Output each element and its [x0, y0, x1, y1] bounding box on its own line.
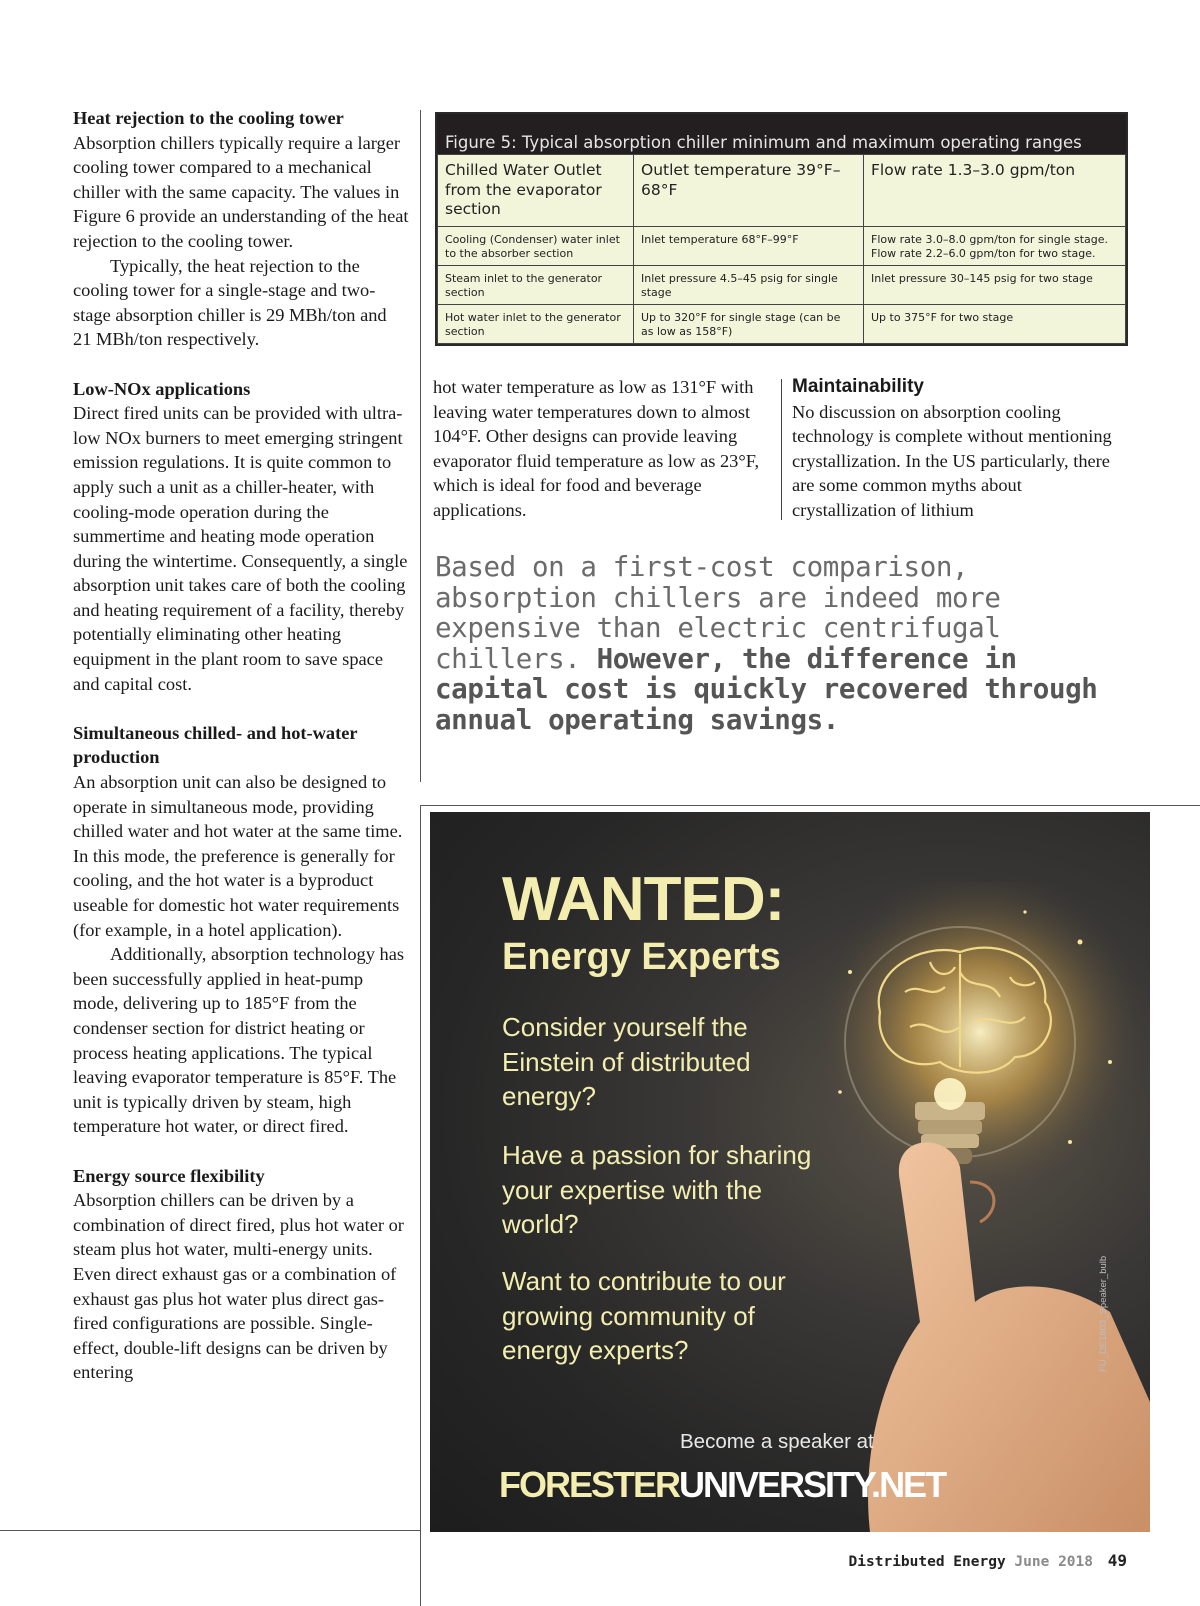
ad-url-part2: UNIVERSITY.NET [679, 1464, 946, 1505]
table-cell: Inlet temperature 68°F–99°F [634, 226, 864, 265]
table-cell: Up to 320°F for single stage (can be as low as 158°F) [634, 304, 864, 343]
paragraph: No discussion on absorption cooling technology is complete without mentioning crystallization. In the US particularly, there are some common myths about crystallization of lithium [792, 401, 1112, 520]
middle-column [433, 375, 761, 523]
ad-url-part1: FORESTER [499, 1464, 680, 1505]
ad-url-link[interactable] [499, 1464, 945, 1506]
table-cell: Outlet temperature 39°F–68°F [634, 155, 864, 227]
heading-maintainability: Maintainability [792, 376, 924, 397]
table-cell: Steam inlet to the generator section [438, 265, 634, 304]
issue-date: June 2018 [1014, 1554, 1093, 1570]
paragraph: An absorption unit can also be designed to operate in simultaneous mode, providing chilled water and hot water at the same time. In this mode, the preference is generally for cooling, and the hot water is a byproduct useable for domestic hot water requirements (for example, in a hotel application). [73, 772, 403, 940]
ad-top-rule [420, 805, 1200, 806]
table-cell: Inlet pressure 4.5–45 psig for single stage [634, 265, 864, 304]
ad-question: Have a passion for sharing your expertise with the world? [502, 1140, 812, 1239]
table-cell: Flow rate 3.0–8.0 gpm/ton for single stage. Flow rate 2.2–6.0 gpm/ton for two stage. [864, 226, 1126, 265]
column-divider [420, 806, 421, 1606]
figure-5-table [435, 112, 1128, 346]
paragraph: Direct fired units can be provided with ultra-low NOx burners to meet emerging stringent emission regulations. It is quite common to apply such a unit as a chiller-heater, with cooling-mode operation during the summertime and heating mode operation during the wintertime. Consequently, a single absorption unit takes care of both the cooling and heating requirement of a facility, thereby potentially eliminating other heating equipment in the plant room to save space and capital cost. [73, 403, 408, 694]
ad-question: Consider yourself the Einstein of distributed energy? [502, 1012, 751, 1111]
heading-simultaneous: Simultaneous chilled- and hot-water production [73, 722, 358, 768]
ad-code: FU_DE1803_Speaker_bulb [1098, 1255, 1109, 1372]
operating-ranges-table [437, 154, 1126, 344]
paragraph: Typically, the heat rejection to the cooling tower for a single-stage and two-stage absorption chiller is 29 MBh/ton and 21 MBh/ton respectively. [73, 255, 387, 350]
table-cell: Flow rate 1.3–3.0 gpm/ton [864, 155, 1126, 227]
ad-headline: WANTED: [502, 865, 785, 934]
pull-quote-normal: Based on a first-cost comparison, absorption chillers are indeed more expensive than electric centrifugal chillers. [435, 551, 1001, 675]
ad-question: Want to contribute to our growing community of energy experts? [502, 1266, 786, 1365]
publication-name: Distributed Energy [848, 1554, 1006, 1570]
table-cell: Hot water inlet to the generator section [438, 304, 634, 343]
figure-title: Figure 5: Typical absorption chiller minimum and maximum operating ranges [437, 114, 1126, 154]
right-column [792, 375, 1122, 523]
bottom-rule [0, 1530, 421, 1531]
paragraph: Absorption chillers typically require a larger cooling tower compared to a mechanical chiller with the same capacity. The values in Figure 6 provide an understanding of the heat rejection to the cooling tower. [73, 132, 409, 251]
heading-low-nox: Low-NOx applications [73, 378, 251, 399]
heading-energy-source: Energy source flexibility [73, 1165, 265, 1186]
forester-university-ad[interactable] [430, 812, 1150, 1532]
heading-heat-rejection: Heat rejection to the cooling tower [73, 108, 344, 128]
table-row [438, 155, 1126, 227]
left-column [73, 106, 409, 1385]
ad-speaker-line: Become a speaker at [680, 1430, 874, 1453]
column-divider [781, 379, 782, 520]
page-footer [849, 1551, 1127, 1570]
table-row [438, 265, 1126, 304]
table-cell: Chilled Water Outlet from the evaporator section [438, 155, 634, 227]
column-divider [420, 110, 421, 782]
pull-quote-bold: However, the difference in capital cost is quickly recovered through annual operating savings. [435, 642, 1098, 736]
table-row [438, 304, 1126, 343]
table-cell: Up to 375°F for two stage [864, 304, 1126, 343]
ad-subheadline: Energy Experts [502, 936, 781, 978]
paragraph: Absorption chillers can be driven by a combination of direct fired, plus hot water or steam plus hot water, multi-energy units. Even direct exhaust gas or a combination of exhaust gas plus hot water plus direct gas-fired configurations are possible. Single-effect, double-lift designs can be driven by entering [73, 1190, 404, 1383]
paragraph: Additionally, absorption technology has been successfully applied in heat-pump mode, delivering up to 185°F from the condenser section for district heating or process heating applications. The typical leaving evaporator temperature is 85°F. The unit is typically driven by steam, high temperature hot water, or direct fired. [73, 944, 405, 1137]
page-number: 49 [1107, 1551, 1127, 1570]
paragraph: hot water temperature as low as 131°F with leaving water temperatures down to almost 104°F. Other designs can provide leaving evaporator fluid temperature as low as 23°F, which is ideal for food and beverage applications. [433, 377, 760, 520]
table-cell: Inlet pressure 30–145 psig for two stage [864, 265, 1126, 304]
pull-quote [435, 552, 1135, 735]
table-cell: Cooling (Condenser) water inlet to the absorber section [438, 226, 634, 265]
table-row [438, 226, 1126, 265]
glow [810, 882, 1150, 1202]
